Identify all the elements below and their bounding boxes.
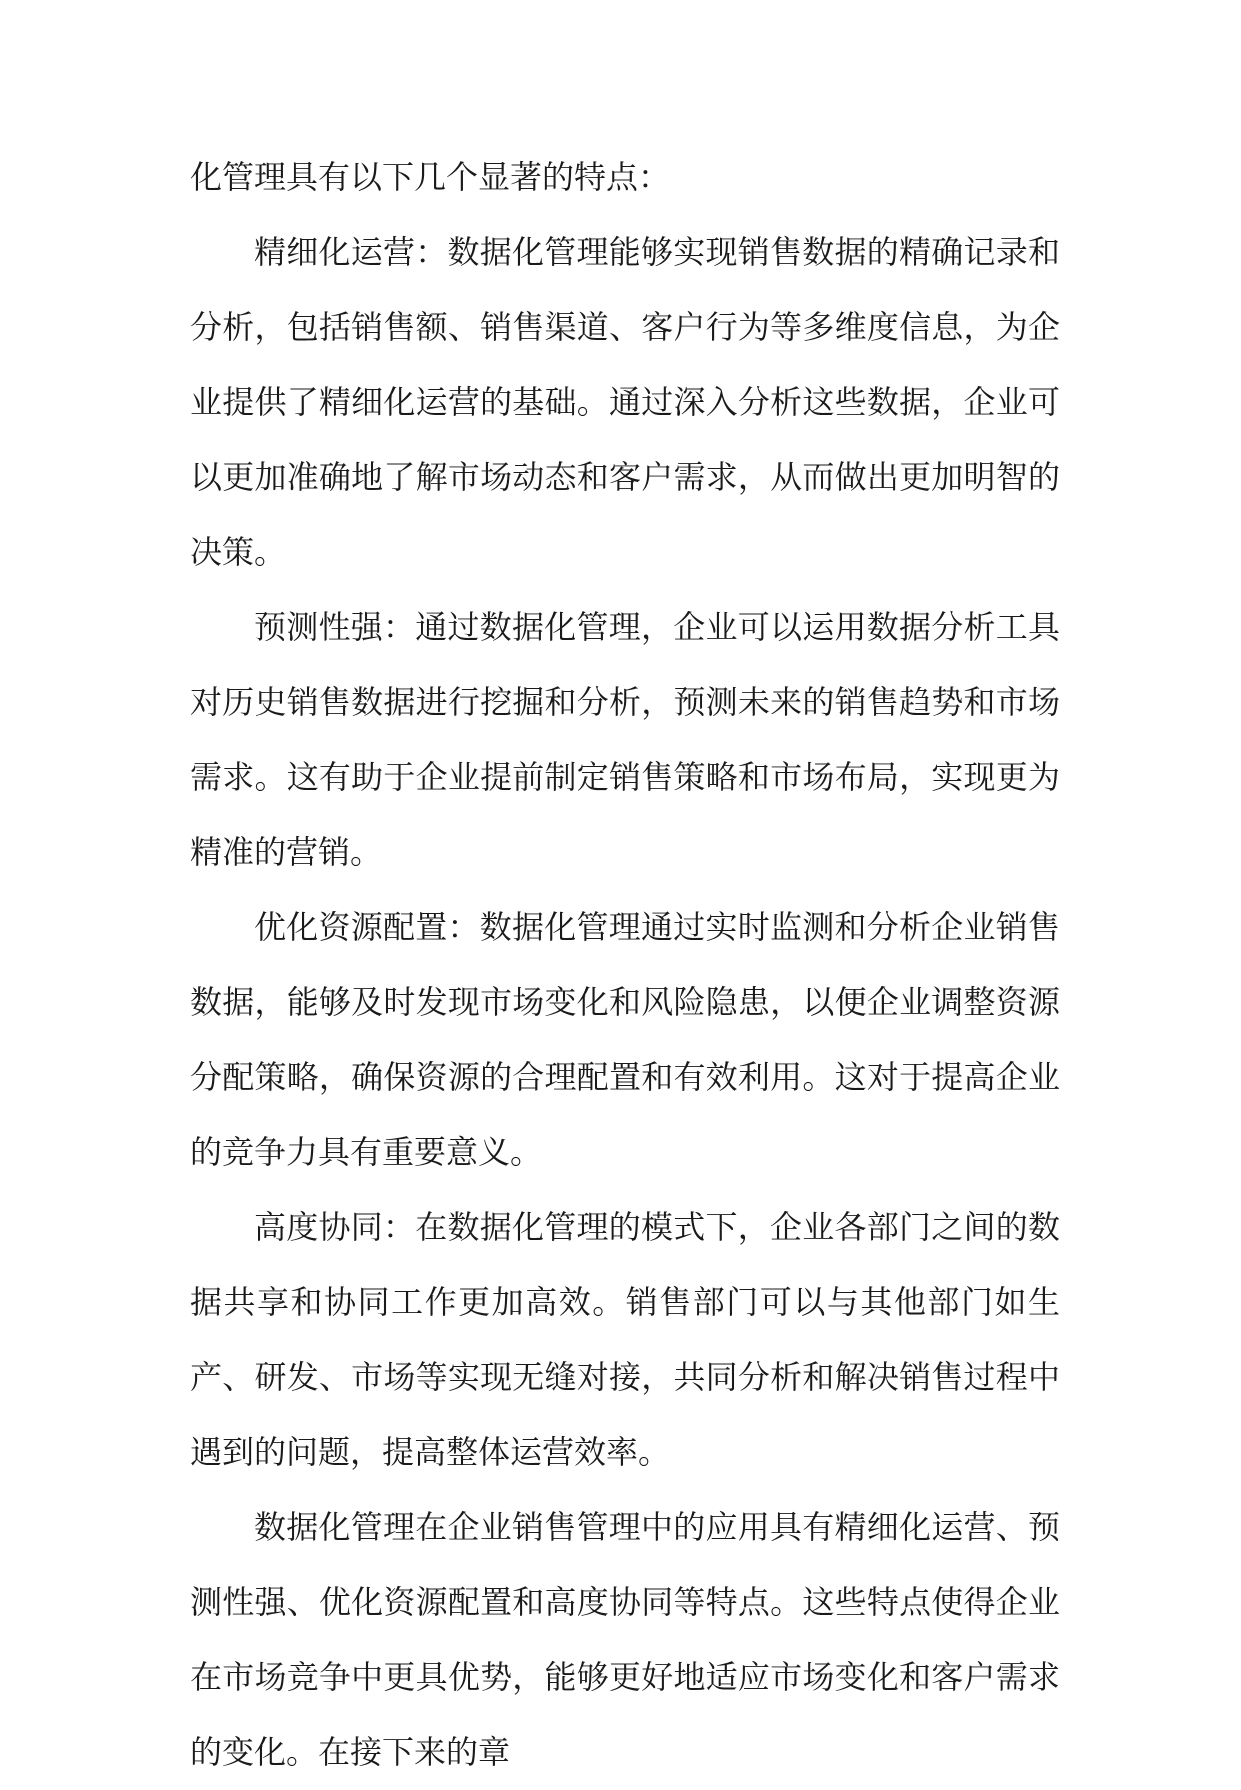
paragraph-continuation: 化管理具有以下几个显著的特点： <box>190 158 671 196</box>
paragraph-summary: 数据化管理在企业销售管理中的应用具有精细化运营、预测性强、优化资源配置和高度协同等特点。这些特点使得企业在市场竞争中更具优势，能够更好地适应市场变化和客户需求的变化。在接下来的章 <box>190 1508 1060 1771</box>
document-body <box>190 140 1060 1790</box>
paragraph-collaboration: 高度协同：在数据化管理的模式下，企业各部门之间的数据共享和协同工作更加高效。销售部门可以与其他部门如生产、研发、市场等实现无缝对接，共同分析和解决销售过程中遇到的问题，提高整体运营效率。 <box>190 1208 1060 1471</box>
paragraph-resource-allocation: 优化资源配置：数据化管理通过实时监测和分析企业销售数据，能够及时发现市场变化和风险隐患，以便企业调整资源分配策略，确保资源的合理配置和有效利用。这对于提高企业的竞争力具有重要意义。 <box>190 908 1060 1171</box>
paragraph-fine-operations: 精细化运营：数据化管理能够实现销售数据的精确记录和分析，包括销售额、销售渠道、客户行为等多维度信息，为企业提供了精细化运营的基础。通过深入分析这些数据，企业可以更加准确地了解市场动态和客户需求，从而做出更加明智的决策。 <box>190 233 1060 571</box>
paragraph-predictive: 预测性强：通过数据化管理，企业可以运用数据分析工具对历史销售数据进行挖掘和分析，预测未来的销售趋势和市场需求。这有助于企业提前制定销售策略和市场布局，实现更为精准的营销。 <box>190 608 1060 871</box>
